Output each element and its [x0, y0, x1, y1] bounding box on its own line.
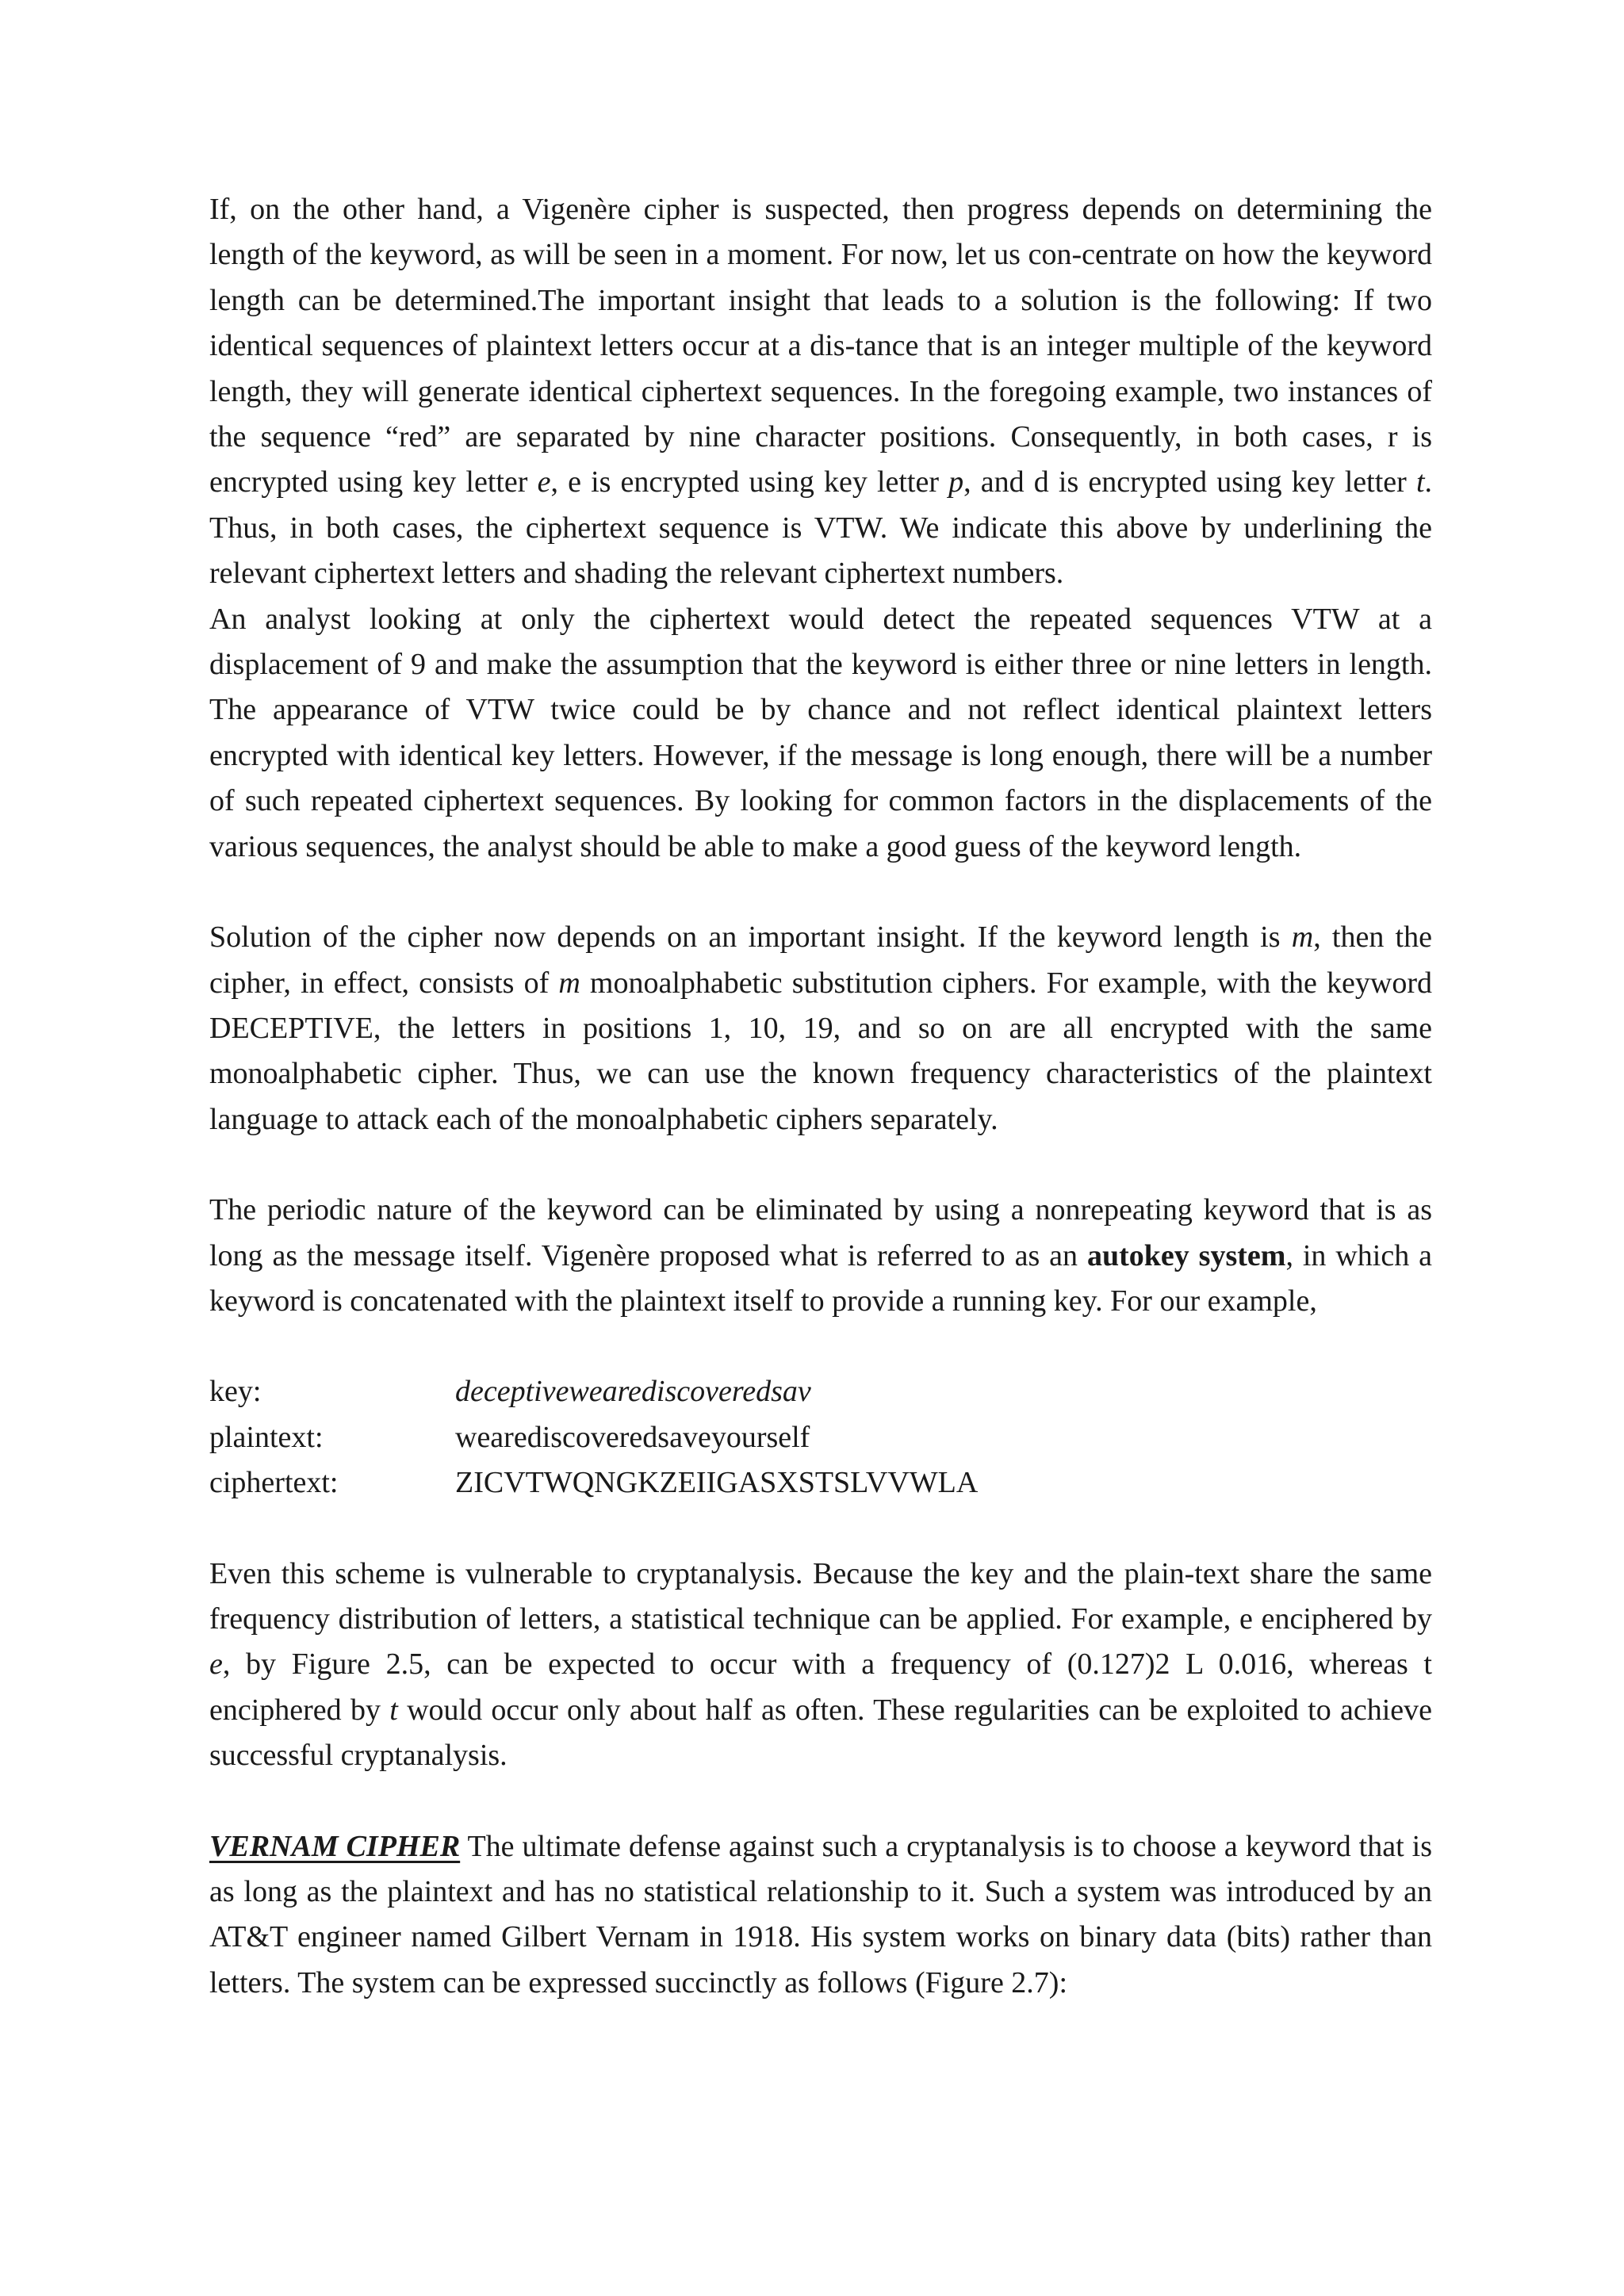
paragraph-gap	[209, 1506, 1432, 1552]
paragraph-analyst: An analyst looking at only the ciphertext would detect the repeated sequences VTW at a displacement of 9 and make the assumption that the keyword is either three or nine letters in length. The appearance of VTW twice could be by chance and not reflect identical plaintext letters encrypted with identical key letters. However, if the message is long enough, there will be a number of such repeated ciphertext sequences. By looking for common factors in the displacements of the various sequences, the analyst should be able to make a good guess of the keyword length.	[209, 602, 1432, 863]
text-run: would occur only about half as often. These regularities can be exploited to achieve successful cryptanalysis.	[209, 1693, 1432, 1773]
variable-e: e	[209, 1647, 223, 1682]
paragraph-autokey	[209, 1188, 1432, 1324]
autokey-example	[209, 1369, 1432, 1506]
paragraph-gap	[209, 1142, 1432, 1188]
example-row-ciphertext	[209, 1460, 1432, 1506]
term-autokey-system: autokey system	[1086, 1238, 1286, 1272]
paragraph-keyword-length	[209, 187, 1432, 597]
variable-m: m	[558, 966, 580, 1000]
text-run: Solution of the cipher now depends on an important insight. If the keyword length is	[209, 920, 1292, 955]
section-heading-vernam-cipher: VERNAM CIPHER	[209, 1829, 461, 1863]
paragraph-solution	[209, 915, 1432, 1142]
example-label-ciphertext: ciphertext:	[209, 1466, 339, 1500]
document-body	[209, 187, 1432, 2006]
text-run: , and d is encrypted using key letter	[963, 465, 1416, 499]
text-run: The ultimate defense against such a cryptanalysis is to choose a keyword that is as long as the plaintext and has no statistical relationship to it. Such a system was introduced by an AT&T engineer named Gilbert Vernam in 1918. His system works on binary data (bits) rather than letters. The system can be expressed succinctly as follows (Figure 2.7):	[209, 1829, 1432, 1999]
text-run: monoalphabetic substitution ciphers. For example, with the keyword DECEPTIVE, the letters in positions 1, 10, 19, and so on are all encrypted with the same monoalphabetic cipher. Thus, we can use the known frequency characteristics of the plaintext language to attack each of the monoalphabetic ciphers separately.	[209, 966, 1432, 1136]
text-run: , e is encrypted using key letter	[550, 465, 949, 499]
paragraph-gap	[209, 870, 1432, 915]
example-value-key: deceptivewearediscoveredsav	[455, 1375, 811, 1409]
variable-p: p	[948, 465, 964, 499]
text-run: If, on the other hand, a Vigenère cipher is suspected, then progress depends on determining the length of the keyword, as will be seen in a moment. For now, let us con-centrate on how the keyword length can be determined.The important insight that leads to a solution is the following: If two identical sequences of plaintext letters occur at a dis-tance that is an integer multiple of the keyword length, they will generate identical ciphertext sequences. In the foregoing example, two instances of the sequence “red” are separated by nine character positions. Consequently, in both cases, r is encrypted using key letter	[209, 193, 1432, 499]
example-label-key: key:	[209, 1375, 262, 1409]
variable-t: t	[389, 1693, 398, 1727]
paragraph-vulnerable	[209, 1552, 1432, 1779]
example-value-plaintext: wearediscoveredsaveyourself	[455, 1420, 810, 1454]
text-run: Even this scheme is vulnerable to cryptanalysis. Because the key and the plain-text share the same frequency distribution of letters, a statistical technique can be applied. For example, e enciphered by	[209, 1556, 1432, 1636]
example-row-plaintext	[209, 1415, 1432, 1460]
text-run: The periodic nature of the keyword can be eliminated by using a nonrepeating keyword that is as long as the message itself. Vigenère proposed what is referred to as an	[209, 1193, 1432, 1272]
example-row-key	[209, 1369, 1432, 1414]
example-label-plaintext: plaintext:	[209, 1420, 324, 1454]
variable-e: e	[537, 465, 551, 499]
paragraph-gap	[209, 1779, 1432, 1824]
text-run: , by Figure 2.5, can be expected to occur with a frequency of (0.127)2 L 0.016, whereas t enciphered by	[209, 1647, 1432, 1727]
text-run: , then the cipher, in effect, consists of	[209, 920, 1432, 1000]
paragraph-gap	[209, 1324, 1432, 1369]
text-run: . Thus, in both cases, the ciphertext sequence is VTW. We indicate this above by underlining the relevant ciphertext letters and shading the relevant ciphertext numbers.	[209, 465, 1432, 591]
text-run: , in which a keyword is concatenated with the plaintext itself to provide a running key. For our example,	[209, 1238, 1432, 1318]
variable-t: t	[1415, 465, 1425, 499]
paragraph-vernam	[209, 1824, 1432, 2007]
example-value-ciphertext: ZICVTWQNGKZEIIGASXSTSLVVWLA	[455, 1466, 979, 1500]
variable-m: m	[1291, 920, 1314, 955]
